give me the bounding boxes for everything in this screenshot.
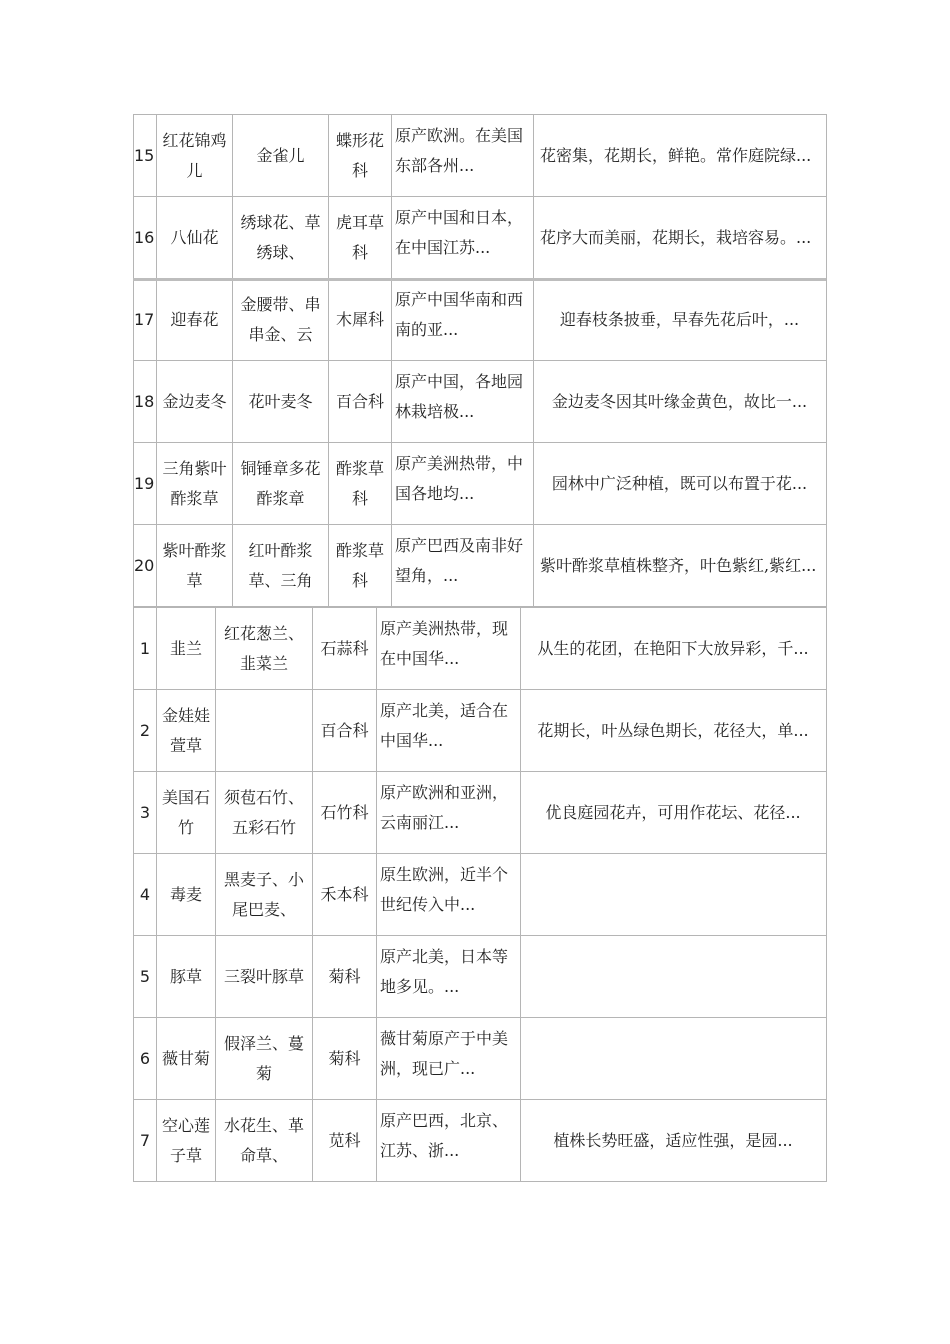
plant-family: 蝶形花科 (329, 115, 392, 197)
row-number: 20 (134, 525, 157, 607)
plant-family: 百合科 (329, 361, 392, 443)
plant-alias: 水花生、革命草、 (216, 1100, 313, 1182)
plant-description: 从生的花团，在艳阳下大放异彩，千... (521, 608, 827, 690)
plant-description: 花期长，叶丛绿色期长，花径大，单... (521, 690, 827, 772)
plant-family: 菊科 (313, 1018, 377, 1100)
plant-name: 金边麦冬 (157, 361, 233, 443)
plant-alias (216, 690, 313, 772)
row-number: 6 (134, 1018, 157, 1100)
plant-description: 优良庭园花卉，可用作花坛、花径... (521, 772, 827, 854)
table-row (134, 115, 827, 197)
table-row (134, 690, 827, 772)
table-row (134, 525, 827, 607)
plant-origin: 原产北美，日本等地多见。... (377, 936, 521, 1018)
plant-family: 酢浆草科 (329, 443, 392, 525)
plant-alias: 假泽兰、蔓菊 (216, 1018, 313, 1100)
plant-origin: 原产巴西及南非好望角，... (392, 525, 534, 607)
plant-origin: 原产巴西，北京、江苏、浙... (377, 1100, 521, 1182)
plant-table-b (133, 607, 827, 1182)
table-row (134, 854, 827, 936)
plant-description: 花密集，花期长，鲜艳。常作庭院绿... (534, 115, 827, 197)
plant-name: 三角紫叶酢浆草 (157, 443, 233, 525)
plant-origin: 原产美洲热带，中国各地均... (392, 443, 534, 525)
plant-origin: 原产美洲热带，现在中国华... (377, 608, 521, 690)
table-row (134, 772, 827, 854)
plant-description: 迎春枝条披垂，早春先花后叶，... (534, 279, 827, 361)
plant-origin: 原产欧洲和亚洲，云南丽江... (377, 772, 521, 854)
plant-family: 百合科 (313, 690, 377, 772)
row-number: 15 (134, 115, 157, 197)
row-number: 7 (134, 1100, 157, 1182)
row-number: 1 (134, 608, 157, 690)
row-number: 4 (134, 854, 157, 936)
plant-family: 木犀科 (329, 279, 392, 361)
row-number: 3 (134, 772, 157, 854)
plant-name: 韭兰 (157, 608, 216, 690)
row-number: 17 (134, 279, 157, 361)
plant-name: 迎春花 (157, 279, 233, 361)
plant-alias: 须苞石竹、五彩石竹 (216, 772, 313, 854)
table-row (134, 197, 827, 279)
row-number: 2 (134, 690, 157, 772)
plant-table-a-body (134, 115, 827, 607)
plant-alias: 绣球花、草绣球、 (233, 197, 329, 279)
plant-family: 石蒜科 (313, 608, 377, 690)
plant-alias: 三裂叶豚草 (216, 936, 313, 1018)
plant-name: 红花锦鸡儿 (157, 115, 233, 197)
plant-table-b-body (134, 608, 827, 1182)
plant-name: 空心莲子草 (157, 1100, 216, 1182)
plant-family: 虎耳草科 (329, 197, 392, 279)
plant-family: 苋科 (313, 1100, 377, 1182)
plant-alias: 铜锤章多花酢浆章 (233, 443, 329, 525)
plant-origin: 原生欧洲，近半个世纪传入中... (377, 854, 521, 936)
row-number: 16 (134, 197, 157, 279)
plant-origin: 原产中国和日本，在中国江苏... (392, 197, 534, 279)
plant-description (521, 1018, 827, 1100)
plant-family: 酢浆草科 (329, 525, 392, 607)
table-row (134, 361, 827, 443)
row-number: 19 (134, 443, 157, 525)
table-row (134, 1018, 827, 1100)
plant-origin: 原产欧洲。在美国东部各州... (392, 115, 534, 197)
plant-family: 菊科 (313, 936, 377, 1018)
plant-alias: 红叶酢浆草、三角 (233, 525, 329, 607)
table-row (134, 279, 827, 361)
plant-description: 植株长势旺盛，适应性强，是园... (521, 1100, 827, 1182)
plant-alias: 红花葱兰、韭菜兰 (216, 608, 313, 690)
plant-description (521, 936, 827, 1018)
plant-description: 金边麦冬因其叶缘金黄色，故比一... (534, 361, 827, 443)
table-divider (133, 278, 826, 281)
plant-name: 毒麦 (157, 854, 216, 936)
plant-name: 美国石竹 (157, 772, 216, 854)
plant-origin: 原产北美，适合在中国华... (377, 690, 521, 772)
plant-name: 金娃娃萱草 (157, 690, 216, 772)
table-row (134, 608, 827, 690)
row-number: 5 (134, 936, 157, 1018)
plant-name: 豚草 (157, 936, 216, 1018)
plant-description: 花序大而美丽，花期长，栽培容易。... (534, 197, 827, 279)
plant-name: 薇甘菊 (157, 1018, 216, 1100)
plant-name: 八仙花 (157, 197, 233, 279)
plant-table-a (133, 114, 827, 607)
plant-alias: 金雀儿 (233, 115, 329, 197)
plant-description (521, 854, 827, 936)
plant-origin: 原产中国华南和西南的亚... (392, 279, 534, 361)
table-row (134, 936, 827, 1018)
plant-family: 禾本科 (313, 854, 377, 936)
plant-family: 石竹科 (313, 772, 377, 854)
plant-alias: 金腰带、串串金、云 (233, 279, 329, 361)
plant-origin: 薇甘菊原产于中美洲，现已广... (377, 1018, 521, 1100)
plant-alias: 花叶麦冬 (233, 361, 329, 443)
row-number: 18 (134, 361, 157, 443)
plant-description: 园林中广泛种植，既可以布置于花... (534, 443, 827, 525)
table-row (134, 443, 827, 525)
plant-origin: 原产中国，各地园林栽培极... (392, 361, 534, 443)
plant-name: 紫叶酢浆草 (157, 525, 233, 607)
plant-description: 紫叶酢浆草植株整齐，叶色紫红,紫红... (534, 525, 827, 607)
plant-alias: 黑麦子、小尾巴麦、 (216, 854, 313, 936)
table-row (134, 1100, 827, 1182)
